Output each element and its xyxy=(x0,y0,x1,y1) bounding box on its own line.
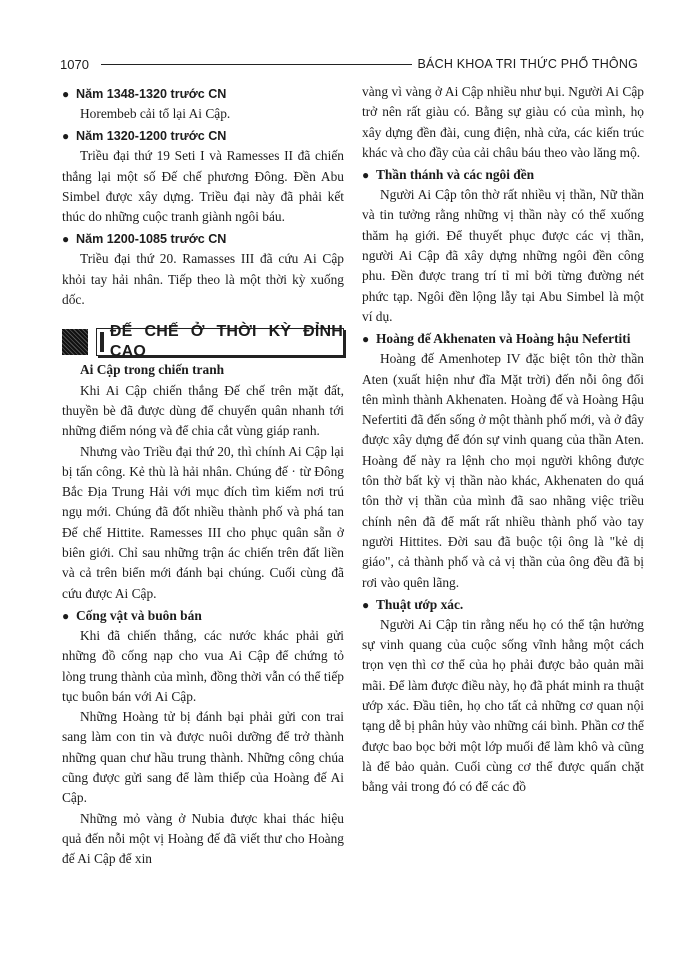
bullet-heading xyxy=(62,606,344,626)
section-marker-icon xyxy=(62,329,88,355)
bullet-heading xyxy=(362,595,644,615)
paragraph: Horembeb cải tổ lại Ai Cập. xyxy=(80,106,231,121)
bullet-icon: ● xyxy=(62,232,70,247)
paragraph: Triều đại thứ 20. Ramasses III đã cứu Ai Cập khỏi tay hải nhân. Tiếp theo là một thời kỳ xuống dốc. xyxy=(62,251,344,308)
paragraph: Người Ai Cập tin rằng nếu họ có thể tận hưởng sự vinh quang của cuộc sống vĩnh hằng một cách trọn vẹn thì cơ thể của họ phải được bảo quản mãi mãi. Để làm được điều này, họ đã phát minh ra thuật ướp xác. Đầu tiên, họ cho tất cả những cơ quan nội tạng dễ bị phân hủy vào những cái bình. Phần cơ thể được bao bọc bởi một lớp muối để làm khô và cũng là để bảo quản. Cuối cùng cơ thể được quấn chặt bằng vải trong đó có để các đồ xyxy=(362,616,644,795)
page-header xyxy=(60,52,638,76)
running-title: BÁCH KHOA TRI THỨC PHỔ THÔNG xyxy=(417,57,638,71)
bullet-heading xyxy=(62,229,344,249)
paragraph: Hoàng đế Amenhotep IV đặc biệt tôn thờ thần Aten (xuất hiện như đĩa Mặt trời) đến nỗi ông đổi tên mình thành Akhenaten. Hoàng đế và Hoàng Hậu Nefertiti đã đến sống ở một thành phố mới, và ở đây được xây dựng để đón sự vinh quang của thần Aten. Hoàng đế này ra lệnh cho mọi người không được tôn thờ bất kỳ vị thần nào khác, Akhenaten do quá tôn thờ vị thần của mình đã sao nhãng việc triều chính nên đã để mất rất nhiều thành phố vào tay người Hittites. Đời sau đã buộc tội ông là "kẻ dị giáo", cả thành phố và cả vị thần của ông đều đã bị rơi vào quên lãng. xyxy=(362,351,644,590)
bullet-icon: ● xyxy=(62,129,70,144)
bullet-heading-text: Hoàng đế Akhenaten và Hoàng hậu Nefertiti xyxy=(376,331,631,347)
paragraph: Những Hoàng tử bị đánh bại phải gửi con trai sang làm con tin và được nuôi dưỡng để trở thành những quan chư hầu trung thành. Những công chúa cũng được gửi sang để làm thiếp của Hoàng đế Ai Cập. xyxy=(62,709,344,806)
paragraph: Triều đại thứ 19 Seti I và Ramesses II đã chiến thắng lại một số Đế chế phương Đông. Đền Abu Simbel được xây dựng. Triều đại này đã phải kết thúc do những cuộc tranh giành ngôi báu. xyxy=(62,148,344,225)
bullet-heading xyxy=(62,126,344,146)
paragraph: Khi đã chiến thắng, các nước khác phải gửi những đồ cống nạp cho vua Ai Cập để chứng tỏ lòng trung thành của mình, đồng thời vẫn có thể tiếp tục buôn bán với Ai Cập. xyxy=(62,627,344,704)
bullet-icon: ● xyxy=(362,168,370,183)
paragraph: Những mỏ vàng ở Nubia được khai thác hiệu quả đến nỗi một vị Hoàng đế đã viết thư cho Hoàng đế Ai Cập để xin xyxy=(62,810,344,867)
paragraph: vàng vì vàng ở Ai Cập nhiều như bụi. Người Ai Cập trở nên rất giàu có. Bằng sự giàu có của mình, họ xây dựng đền đài, cung điện, nhà cửa, các kiến trúc khác và cho đầy của cải châu báu theo vào lăng mộ. xyxy=(362,84,644,160)
bullet-heading-text: Năm 1320-1200 trước CN xyxy=(76,129,227,144)
bullet-heading-text: Năm 1200-1085 trước CN xyxy=(76,232,227,247)
bullet-icon: ● xyxy=(62,87,70,101)
section-heading xyxy=(62,323,344,361)
bullet-heading-text: Năm 1348-1320 trước CN xyxy=(76,87,227,101)
bullet-icon: ● xyxy=(362,597,370,612)
section-title-box xyxy=(96,323,344,361)
bullet-heading-text: Cống vật và buôn bán xyxy=(76,607,202,623)
header-rule xyxy=(101,64,412,65)
paragraph: Nhưng vào Triều đại thứ 20, thì chính Ai Cập lại bị tấn công. Kẻ thù là hải nhân. Chúng đế · từ Đông Bắc Địa Trung Hải với mục đích tìm kiếm nơi trú ngụ mới. Chúng đã đốt nhiều thành phố và phá tan Đế chế Hittite. Ramesses III cho phục quân sẵn ở biên giới. Chỉ sau những trận ác chiến trên đất liền và cả trên biển mới đánh bại chúng. Cuối cùng đã cứu được Ai Cập. xyxy=(62,443,344,601)
bullet-icon: ● xyxy=(362,332,370,347)
bullet-heading-text: Thần thánh và các ngôi đền xyxy=(376,167,535,183)
bullet-heading xyxy=(62,84,344,104)
section-title: ĐẾ CHẾ Ở THỜI KỲ ĐỈNH CAO xyxy=(109,323,343,361)
paragraph: Người Ai Cập tôn thờ rất nhiều vị thần, Nữ thần và tin tưởng rằng những vị thần này có thể xuống thăm hạ giới. Để thuyết phục được các vị thần, người Ai Cập đã xây dựng những ngôi đền công phu. Đền được trang trí tỉ mỉ bởi từng đường nét phức tạp. Ngôi đền lộng lẫy tại Abu Simbel là một ví dụ. xyxy=(362,187,644,324)
right-column xyxy=(362,82,644,798)
subheading: Ai Cập trong chiến tranh xyxy=(80,362,225,378)
left-column xyxy=(62,82,344,870)
page-number: 1070 xyxy=(60,56,89,72)
bullet-heading-text: Thuật ướp xác. xyxy=(376,596,464,612)
bullet-heading xyxy=(362,329,644,349)
bullet-heading xyxy=(362,165,644,185)
section-bar xyxy=(100,332,104,352)
bullet-icon: ● xyxy=(62,608,70,623)
paragraph: Khi Ai Cập chiến thắng Đế chế trên mặt đất, thuyền bè đã được dùng để chuyển quân nhanh tới những điểm nóng và để chia cắt vùng giáp ranh. xyxy=(62,382,344,439)
